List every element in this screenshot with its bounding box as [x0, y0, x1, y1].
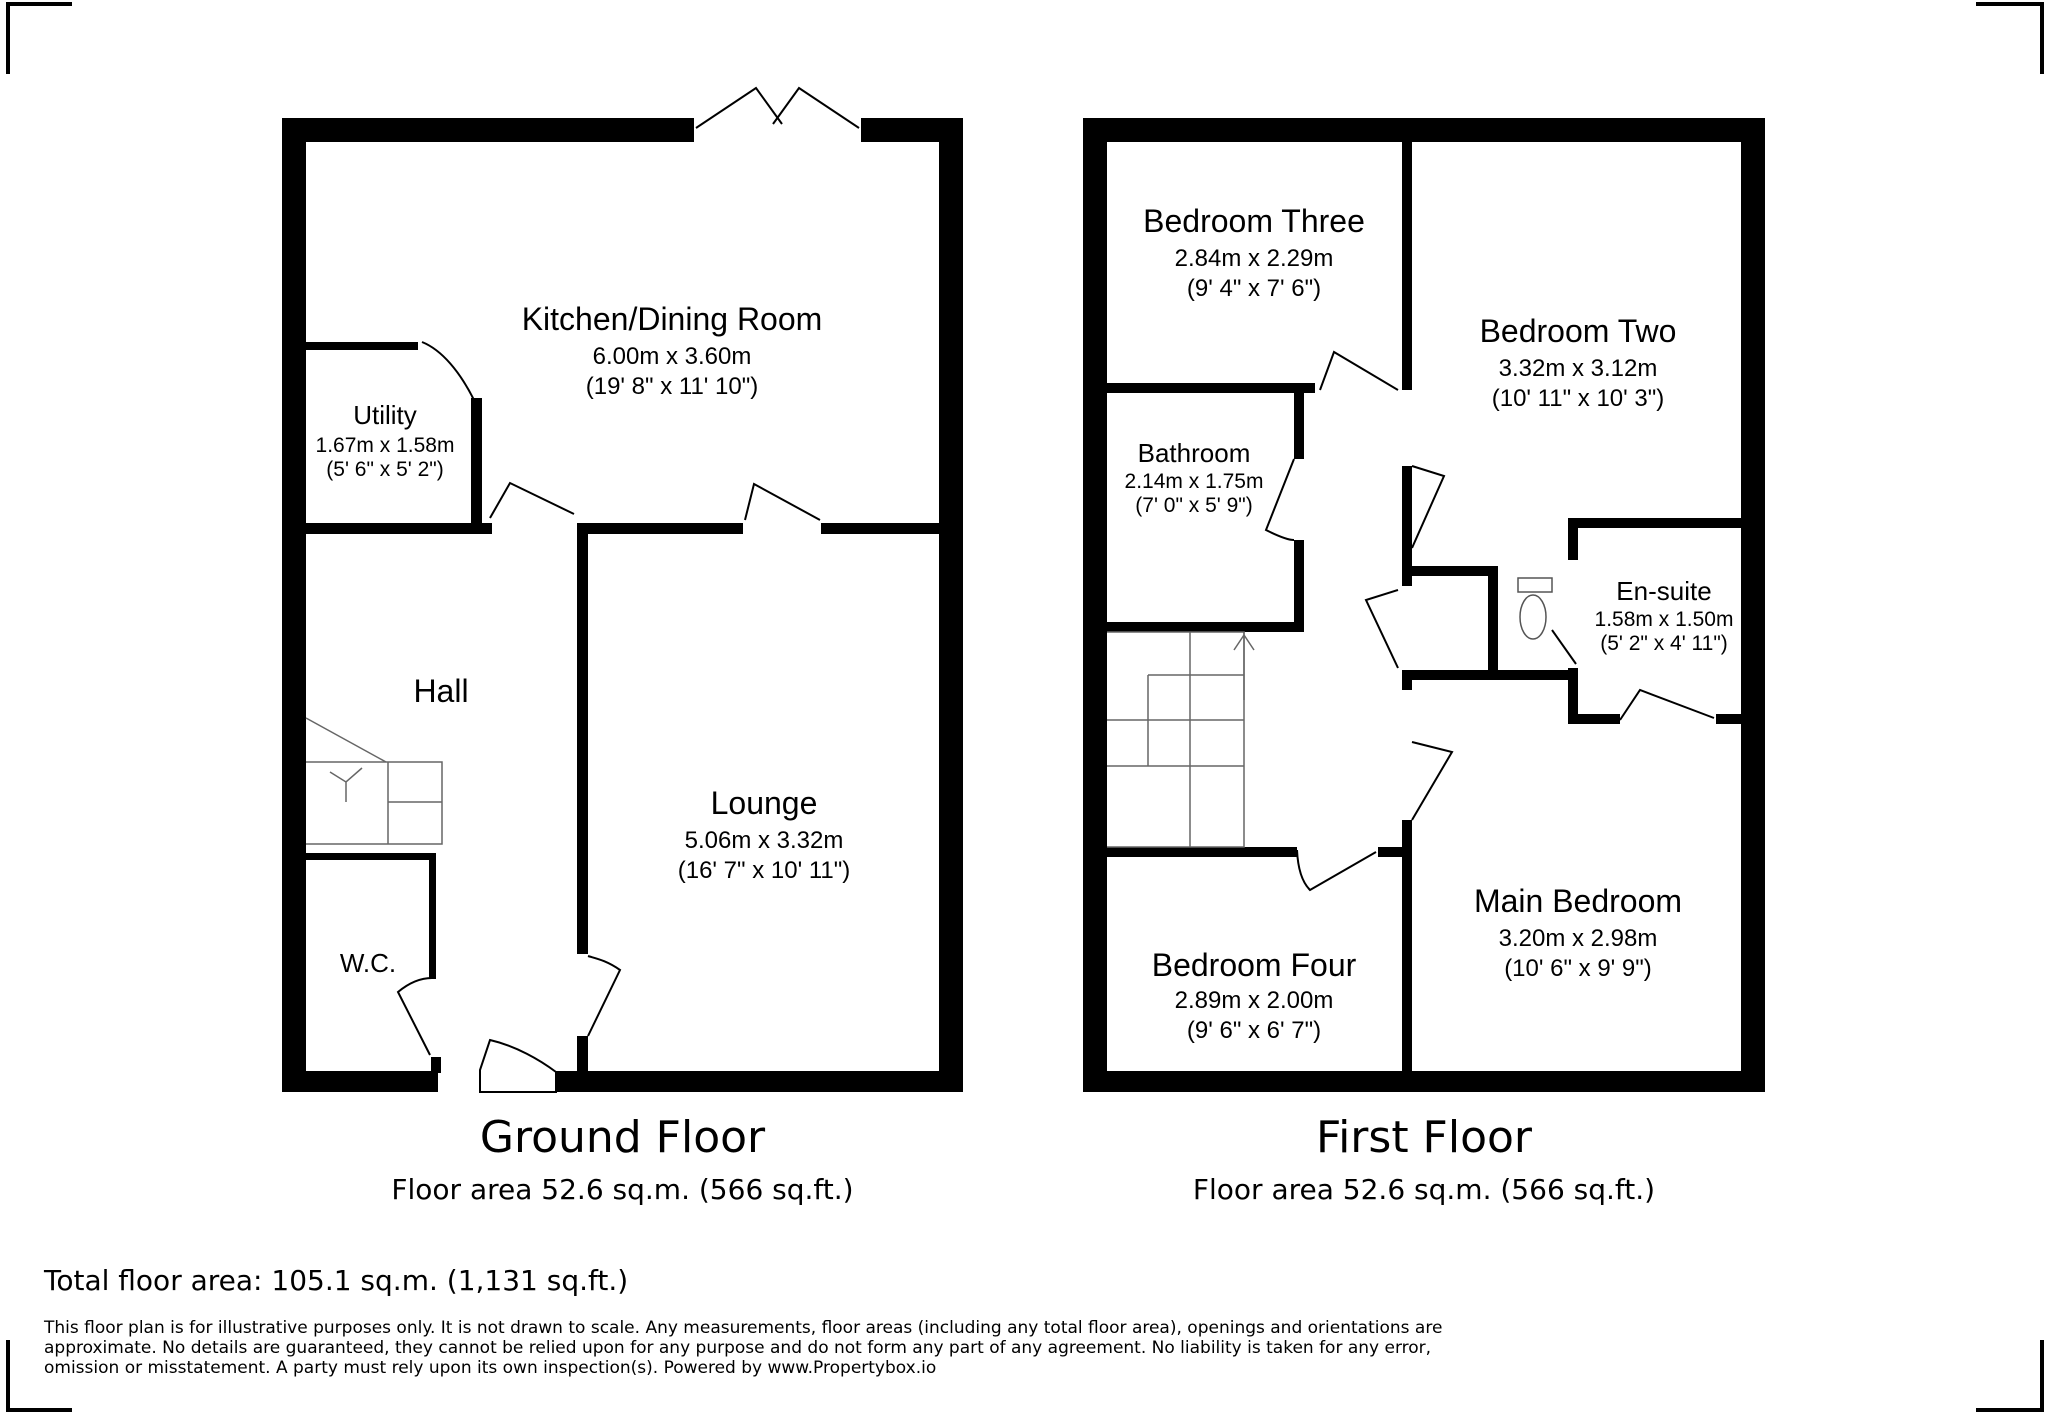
wall-right: [939, 118, 963, 1092]
wall-right: [1741, 118, 1765, 1092]
wall-top-left: [282, 118, 694, 142]
wall-kitchen-lounge-left: [577, 523, 743, 534]
bedroom-three-metric: 2.84m x 2.29m: [1174, 245, 1334, 272]
ground-floor-stairs: [306, 718, 442, 844]
ensuite-name: En-suite: [1616, 576, 1712, 606]
wall-top: [1083, 118, 1765, 142]
door-bathroom: [1266, 459, 1294, 540]
door-utility: [422, 342, 474, 400]
wall-bottom-right: [556, 1071, 963, 1092]
door-bedroom-three: [1320, 352, 1398, 390]
ground-floor-walls: [282, 118, 963, 1092]
utility-name: Utility: [353, 400, 417, 430]
wall-spine-top: [1402, 142, 1412, 390]
bedroom-two-metric: 3.32m x 3.12m: [1498, 355, 1658, 382]
wall-bathroom-bottom: [1107, 622, 1304, 632]
wall-left: [282, 118, 306, 1092]
door-lounge: [588, 956, 620, 1036]
ensuite-metric: 1.58m x 1.50m: [1594, 608, 1734, 631]
crop-mark-bottom-right: [1976, 1340, 2042, 1410]
wall-cupboard-top: [1412, 566, 1488, 576]
kitchen-metric: 6.00m x 3.60m: [592, 343, 752, 370]
door-front: [480, 1040, 556, 1092]
bedroom-four-imperial: (9' 6" x 6' 7"): [1186, 1017, 1322, 1044]
disclaimer-text: This floor plan is for illustrative purposes only. It is not drawn to scale. Any measurements, floor areas (including any total floor area), openings and orientations are approximate. No details are guaranteed, they cannot be relied upon for any purpose and do not form any part of any agreement. No liability is taken for any error, omission or misstatement. A party must rely upon its own inspection(s). Powered by www.Propertybox.io: [44, 1318, 1443, 1378]
door-bedroom-two: [1412, 466, 1444, 548]
door-french-left: [696, 88, 782, 128]
wall-bed4-top-right: [1378, 847, 1412, 857]
door-ensuite-toilet-side: [1552, 630, 1576, 664]
total-floor-area: Total floor area: 105.1 sq.m. (1,131 sq.ft.): [44, 1264, 629, 1297]
main-bedroom-name: Main Bedroom: [1473, 883, 1683, 919]
wall-bottom-left: [282, 1071, 438, 1092]
bedroom-three-name: Bedroom Three: [1143, 203, 1365, 239]
wall-ensuite-left: [1568, 518, 1578, 560]
ground-floor-title: Ground Floor: [479, 1112, 766, 1163]
wall-hall-lounge-low: [577, 1036, 588, 1076]
door-kitchen-lounge: [745, 484, 820, 520]
wall-ensuite-bottom-r: [1716, 714, 1741, 724]
wall-bathroom-right-bottom: [1294, 540, 1304, 632]
wall-bed3-bottom: [1107, 383, 1315, 393]
lounge-name: Lounge: [710, 785, 818, 821]
bedroom-four-metric: 2.89m x 2.00m: [1174, 987, 1334, 1014]
kitchen-imperial: (19' 8" x 11' 10"): [585, 373, 759, 400]
wall-hall-lounge: [577, 523, 588, 954]
ensuite-imperial: (5' 2" x 4' 11"): [1600, 632, 1728, 655]
wall-left: [1083, 118, 1107, 1092]
ground-floor-doors: [398, 88, 859, 1092]
wall-utility-top: [306, 342, 418, 350]
wall-bottom: [1083, 1071, 1765, 1092]
wall-utility-right: [471, 398, 482, 534]
ground-floor-plan: [282, 88, 963, 1092]
wall-cupboard-bottom: [1412, 670, 1576, 680]
wall-utility-bottom: [306, 523, 492, 534]
ground-floor-caption: [282, 1112, 963, 1206]
lounge-imperial: (16' 7" x 10' 11"): [677, 857, 851, 884]
wall-top-right: [861, 118, 963, 142]
lounge-metric: 5.06m x 3.32m: [684, 827, 844, 854]
bathroom-metric: 2.14m x 1.75m: [1124, 470, 1264, 493]
wall-wc-right: [429, 853, 436, 979]
main-bedroom-metric: 3.20m x 2.98m: [1498, 925, 1658, 952]
wall-kitchen-lounge-right: [821, 523, 939, 534]
crop-mark-top-right: [1976, 4, 2042, 74]
wall-wc-top: [306, 853, 436, 860]
door-wc: [398, 978, 432, 1055]
wall-cupboard-right: [1488, 566, 1498, 676]
bedroom-two-imperial: (10' 11" x 10' 3"): [1491, 385, 1665, 412]
utility-metric: 1.67m x 1.58m: [315, 434, 455, 457]
first-floor-title: First Floor: [1315, 1112, 1533, 1163]
wall-ensuite-top: [1568, 518, 1741, 528]
door-ensuite: [1620, 690, 1714, 720]
door-hall-kitchen: [490, 483, 574, 518]
first-floor-caption: [1083, 1112, 1765, 1206]
wall-spine-mid2: [1402, 670, 1412, 690]
first-floor-area: Floor area 52.6 sq.m. (566 sq.ft.): [1192, 1173, 1656, 1206]
ensuite-toilet: [1518, 578, 1552, 639]
wall-spine-mid: [1402, 466, 1412, 586]
wc-name: W.C.: [339, 948, 397, 978]
door-main-bedroom: [1412, 742, 1452, 820]
main-bedroom-imperial: (10' 6" x 9' 9"): [1504, 955, 1652, 982]
door-bedroom-four: [1297, 850, 1376, 890]
wall-wc-post: [431, 1057, 441, 1073]
wall-ensuite-bottom-l: [1568, 714, 1620, 724]
wall-bathroom-right-top: [1294, 383, 1304, 459]
kitchen-name: Kitchen/Dining Room: [521, 301, 823, 337]
first-floor-stairs: [1107, 632, 1254, 847]
bedroom-two-name: Bedroom Two: [1479, 313, 1677, 349]
bedroom-four-name: Bedroom Four: [1151, 947, 1357, 983]
wall-bed4-top-left: [1107, 847, 1297, 857]
utility-imperial: (5' 6" x 5' 2"): [326, 458, 444, 481]
crop-mark-top-left: [8, 4, 72, 74]
door-cupboard: [1366, 590, 1398, 668]
hall-name: Hall: [413, 673, 469, 709]
bedroom-three-imperial: (9' 4" x 7' 6"): [1186, 275, 1322, 302]
bathroom-name: Bathroom: [1137, 438, 1251, 468]
ground-floor-area: Floor area 52.6 sq.m. (566 sq.ft.): [391, 1173, 854, 1206]
bathroom-imperial: (7' 0" x 5' 9"): [1135, 494, 1253, 517]
door-french-right: [773, 88, 859, 128]
wall-spine-low: [1402, 820, 1412, 1071]
